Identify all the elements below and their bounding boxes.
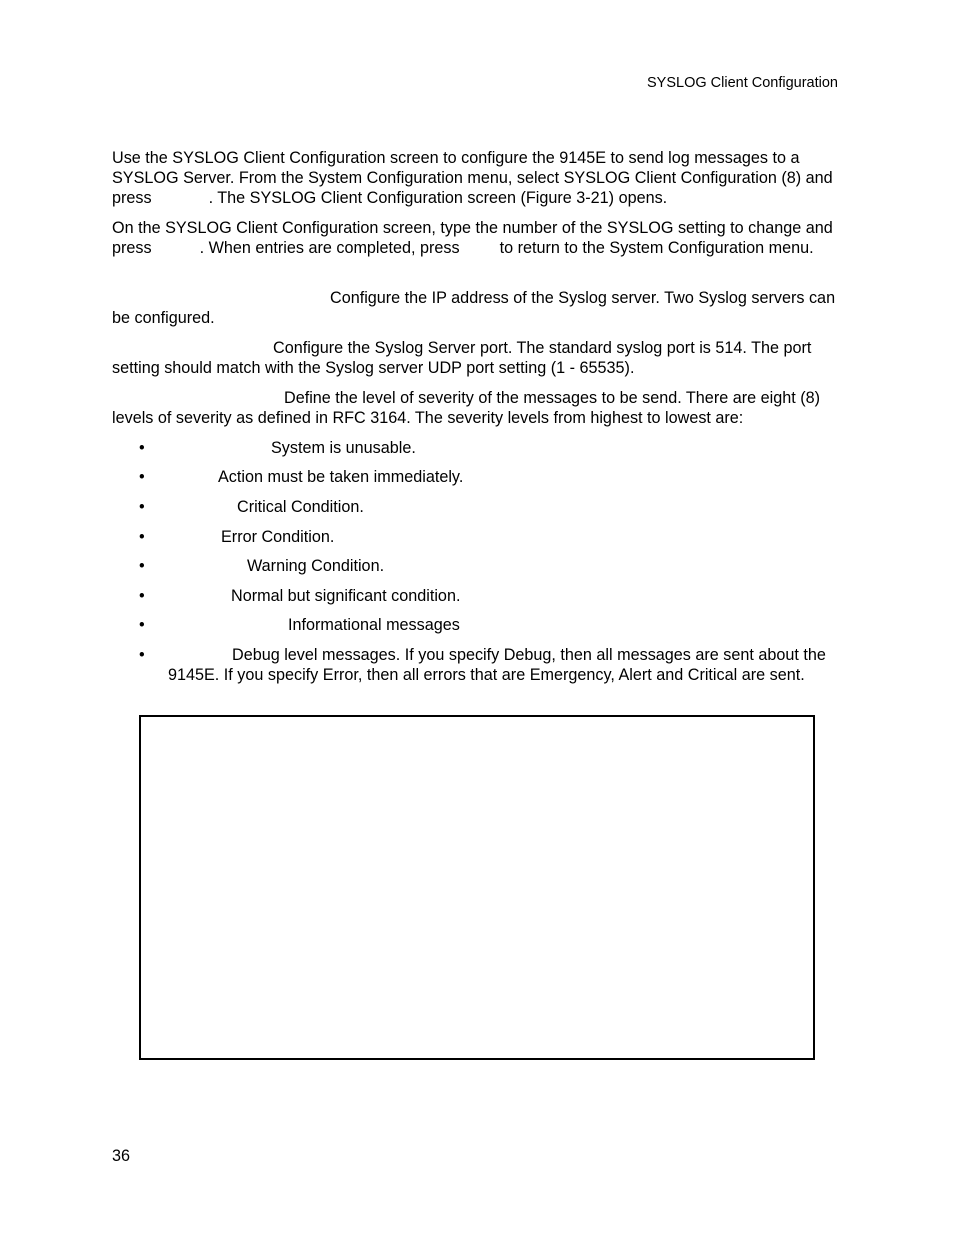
- severity-item-6: [112, 586, 842, 606]
- bullet-icon: •: [139, 557, 145, 575]
- intro-paragraph-1: [112, 148, 842, 208]
- intro-text-2b: . When entries are completed, press: [199, 239, 460, 257]
- severity-item-4: [112, 527, 842, 547]
- intro-text-1a: Use the SYSLOG Client Configuration screen to configure the 9145E to send log messages to a SYSLOG Server. From the System Configuration menu, select SYSLOG Client Configuration (8) and press: [112, 149, 833, 207]
- severity-item-1: [112, 438, 842, 458]
- severity-item-text: Action must be taken immediately.: [218, 468, 464, 486]
- bullet-icon: •: [139, 439, 145, 457]
- severity-item-3: [112, 497, 842, 517]
- severity-item-2: [112, 467, 842, 487]
- severity-item-text: Informational messages: [288, 616, 460, 634]
- severity-item-text: Critical Condition.: [237, 498, 364, 516]
- bullet-icon: •: [139, 498, 145, 516]
- severity-item-7: [112, 615, 842, 635]
- bullet-icon: •: [139, 646, 145, 664]
- severity-item-text: Normal but significant condition.: [231, 587, 461, 605]
- figure-frame: [139, 715, 815, 1060]
- severity-item-8: [112, 645, 842, 685]
- severity-item-text: Warning Condition.: [247, 557, 385, 575]
- setting-severity: Define the level of severity of the messages to be send. There are eight (8) levels of severity as defined in RFC 3164. The severity levels from highest to lowest are:: [112, 389, 820, 427]
- bullet-icon: •: [139, 528, 145, 546]
- intro-text-1b: . The SYSLOG Client Configuration screen (Figure 3-21) opens.: [208, 189, 668, 207]
- intro-text-2a: On the SYSLOG Client Configuration screen, type the number of the SYSLOG setting to change and press: [112, 219, 833, 257]
- severity-item-text: Error Condition.: [221, 528, 335, 546]
- severity-item-text: System is unusable.: [271, 439, 416, 457]
- intro-text-2c: to return to the System Configuration menu.: [499, 239, 814, 257]
- severity-item-5: [112, 556, 842, 576]
- bullet-icon: •: [139, 616, 145, 634]
- setting-server-port: Configure the Syslog Server port. The standard syslog port is 514. The port setting should match with the Syslog server UDP port setting (1 - 65535).: [112, 339, 812, 377]
- intro-paragraph-2: [112, 218, 842, 258]
- bullet-icon: •: [139, 468, 145, 486]
- running-header: SYSLOG Client Configuration: [646, 75, 838, 91]
- severity-item-text: Debug level messages. If you specify Debug, then all messages are sent about the 9145E. If you specify Error, then all errors that are Emergency, Alert and Critical are sent.: [168, 646, 826, 684]
- setting-server-ip: Configure the IP address of the Syslog server. Two Syslog servers can be configured.: [112, 289, 836, 327]
- bullet-icon: •: [139, 587, 145, 605]
- page-number: 36: [112, 1147, 131, 1165]
